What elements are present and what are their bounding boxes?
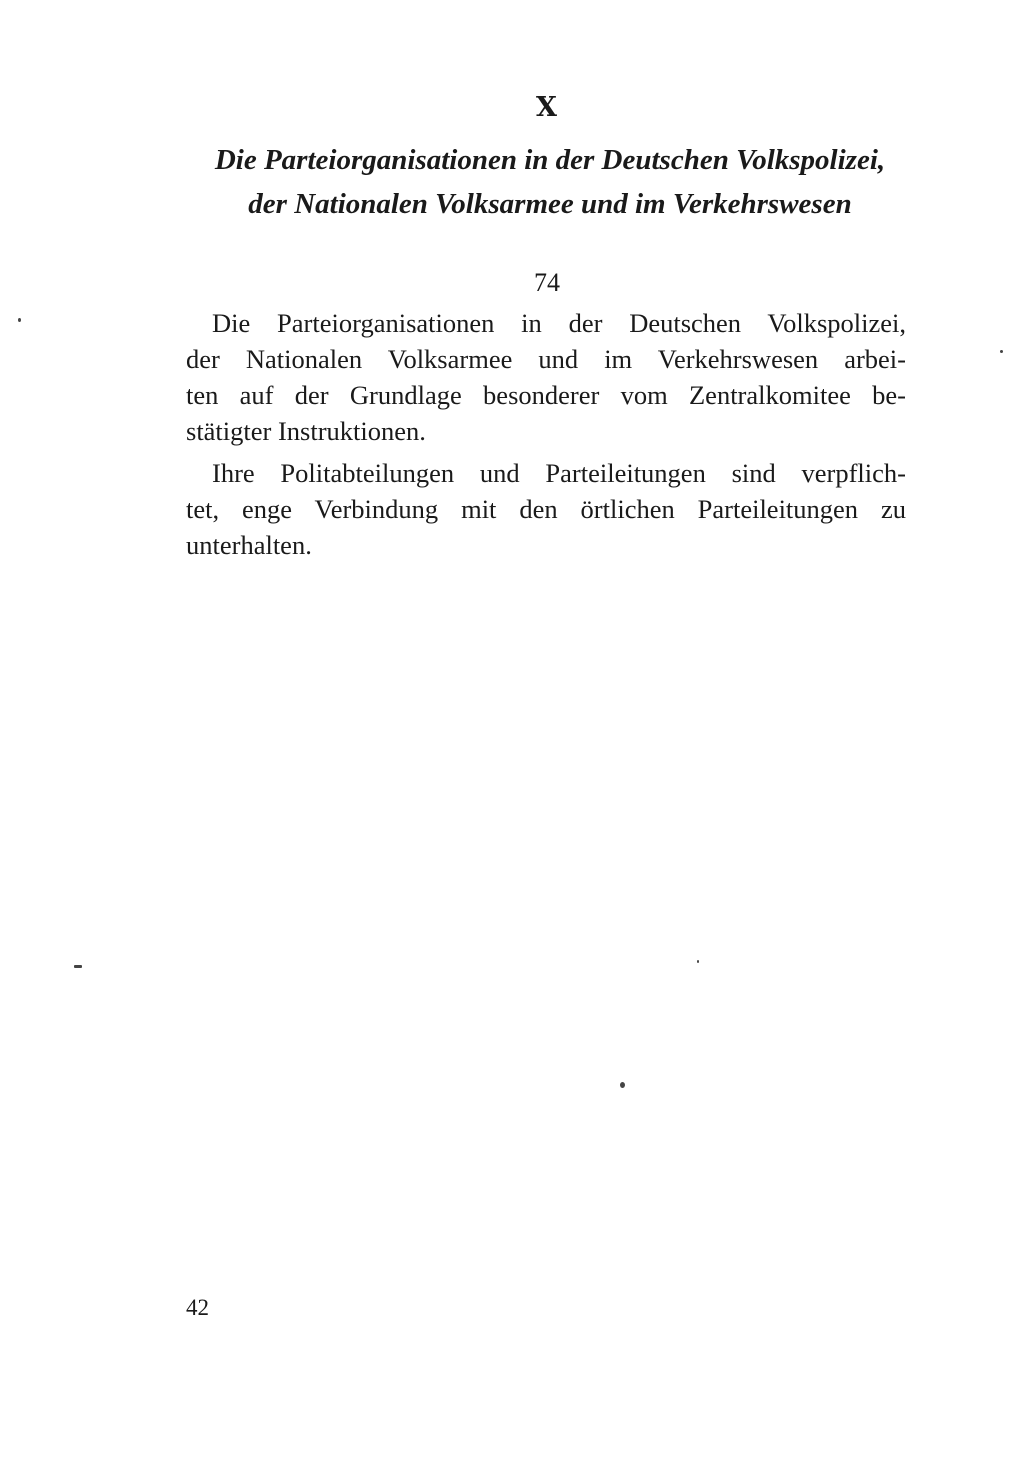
text-line: Die Parteiorganisationen in der Deutschen Volkspolizei,: [212, 308, 906, 338]
text-line: ten auf der Grundlage besonderer vom Zentralkomitee be-: [186, 380, 906, 410]
chapter-numeral: X: [536, 92, 558, 123]
text-line: Ihre Politabteilungen und Parteileitungen sind verpflich-: [212, 458, 906, 488]
chapter-title: [170, 138, 930, 226]
paragraph: [186, 455, 906, 563]
scan-speck: [74, 965, 82, 968]
text-line: der Nationalen Volksarmee und im Verkehrswesen arbei-: [186, 344, 906, 374]
section-body: [186, 305, 906, 569]
text-line: tet, enge Verbindung mit den örtlichen Parteileitungen zu: [186, 494, 906, 524]
scan-speck: [620, 1082, 625, 1088]
scan-speck: [697, 960, 699, 963]
scan-speck: [1000, 350, 1003, 353]
scan-speck: [18, 318, 21, 322]
text-line: unterhalten.: [186, 530, 312, 560]
chapter-title-line: der Nationalen Volksarmee und im Verkehrswesen: [248, 188, 852, 220]
chapter-title-line: Die Parteiorganisationen in der Deutschen Volkspolizei,: [214, 144, 886, 176]
text-line: stätigter Instruktionen.: [186, 416, 426, 446]
section-number: 74: [534, 268, 560, 297]
paragraph: [186, 305, 906, 449]
page-number: 42: [186, 1295, 209, 1320]
